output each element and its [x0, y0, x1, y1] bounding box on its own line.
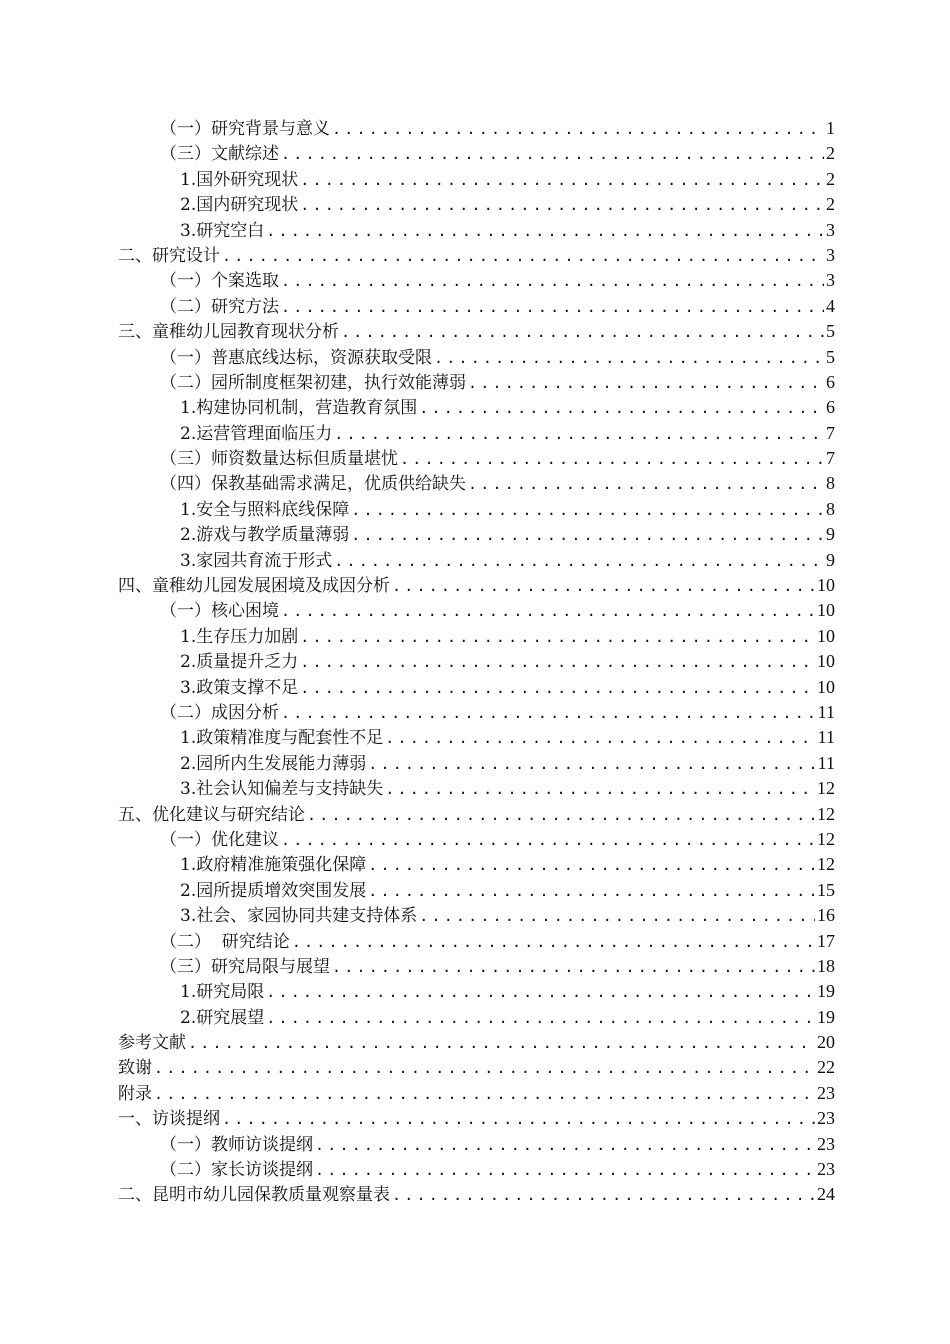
toc-entry[interactable]: [118, 345, 835, 370]
toc-entry-title: 1.安全与照料底线保障: [180, 499, 350, 520]
toc-entry[interactable]: [118, 471, 835, 496]
toc-entry[interactable]: [118, 1081, 835, 1106]
toc-page-number: 22: [817, 1057, 835, 1078]
toc-page-number: 11: [817, 701, 835, 722]
toc-entry-title: （三）师资数量达标但质量堪忧: [160, 449, 398, 470]
toc-page-number: 10: [817, 676, 835, 697]
toc-entry[interactable]: [118, 827, 835, 852]
toc-entry[interactable]: [118, 522, 835, 547]
toc-entry[interactable]: [118, 725, 835, 750]
toc-entry-title: （二） 研究结论: [160, 931, 290, 952]
toc-leader-dots: [281, 599, 815, 624]
toc-entry-title: （二）园所制度框架初建，执行效能薄弱: [160, 372, 466, 393]
toc-leader-dots: [154, 1082, 815, 1107]
toc-page-number: 19: [817, 981, 835, 1002]
toc-entry[interactable]: [118, 979, 835, 1004]
toc-leader-dots: [266, 219, 824, 244]
toc-entry[interactable]: [118, 852, 835, 877]
toc-entry-title: 1.政府精准施策强化保障: [180, 855, 367, 876]
toc-entry-title: 附录: [118, 1083, 152, 1104]
toc-entry-title: （三）文献综述: [160, 144, 279, 165]
toc-entry-title: 3.政策支撑不足: [180, 677, 299, 698]
toc-entry-title: 参考文献: [118, 1033, 186, 1054]
toc-page-number: 12: [817, 778, 835, 799]
toc-entry-title: 二、研究设计: [118, 245, 220, 266]
toc-page-number: 10: [817, 575, 835, 596]
toc-page-number: 5: [826, 321, 835, 342]
toc-leader-dots: [315, 1133, 815, 1158]
toc-leader-dots: [281, 828, 815, 853]
toc-leader-dots: [300, 676, 815, 701]
toc-page-number: 17: [817, 930, 835, 951]
toc-entry[interactable]: [118, 192, 835, 217]
toc-entry[interactable]: [118, 1030, 835, 1055]
toc-entry-title: （三）研究局限与展望: [160, 956, 330, 977]
toc-entry[interactable]: [118, 268, 835, 293]
toc-entry[interactable]: [118, 598, 835, 623]
toc-page-number: 20: [817, 1032, 835, 1053]
toc-leader-dots: [222, 1107, 815, 1132]
toc-entry[interactable]: [118, 649, 835, 674]
toc-page-number: 12: [817, 828, 835, 849]
toc-entry-title: 三、童稚幼儿园教育现状分析: [118, 322, 339, 343]
table-of-contents: [118, 116, 835, 1208]
toc-page-number: 9: [826, 549, 835, 570]
toc-leader-dots: [434, 346, 824, 371]
toc-page-number: 3: [826, 244, 835, 265]
toc-entry[interactable]: [118, 802, 835, 827]
toc-entry[interactable]: [118, 319, 835, 344]
toc-entry[interactable]: [118, 776, 835, 801]
toc-entry-title: 1.构建协同机制，营造教育氛围: [180, 398, 418, 419]
toc-entry-title: （一）个案选取: [160, 271, 279, 292]
toc-entry-title: （一）核心困境: [160, 601, 279, 622]
toc-leader-dots: [222, 244, 824, 269]
toc-leader-dots: [385, 726, 815, 751]
toc-page-number: 23: [817, 1108, 835, 1129]
toc-entry[interactable]: [118, 294, 835, 319]
toc-page-number: 4: [826, 295, 835, 316]
toc-page-number: 16: [817, 905, 835, 926]
toc-entry[interactable]: [118, 497, 835, 522]
toc-page-number: 23: [817, 1159, 835, 1180]
toc-entry[interactable]: [118, 929, 835, 954]
toc-page-number: 1: [826, 118, 835, 138]
toc-entry-title: 1.研究局限: [180, 982, 265, 1003]
toc-entry-title: （一）普惠底线达标，资源获取受限: [160, 347, 432, 368]
toc-entry-title: 3.社会、家园协同共建支持体系: [180, 906, 418, 927]
toc-entry[interactable]: [118, 446, 835, 471]
toc-entry-title: （二）成因分析: [160, 702, 279, 723]
toc-entry-title: 3.家园共育流于形式: [180, 550, 333, 571]
toc-page-number: 15: [817, 879, 835, 900]
toc-page-number: 5: [826, 346, 835, 367]
toc-leader-dots: [400, 447, 824, 472]
toc-entry[interactable]: [118, 1132, 835, 1157]
toc-page-number: 6: [826, 371, 835, 392]
toc-entry-title: 1.生存压力加剧: [180, 626, 299, 647]
toc-page-number: 2: [826, 168, 835, 189]
toc-leader-dots: [468, 472, 824, 497]
toc-entry[interactable]: [118, 751, 835, 776]
toc-page-number: 8: [826, 473, 835, 494]
toc-entry-title: （四）保教基础需求满足，优质供给缺失: [160, 474, 466, 495]
toc-entry[interactable]: [118, 141, 835, 166]
toc-entry-title: （一）优化建议: [160, 829, 279, 850]
toc-entry[interactable]: [118, 116, 835, 141]
toc-leader-dots: [334, 422, 824, 447]
toc-leader-dots: [188, 1031, 815, 1056]
toc-page-number: 24: [817, 1184, 835, 1205]
toc-entry-title: 2.园所提质增效突围发展: [180, 880, 367, 901]
toc-leader-dots: [281, 269, 824, 294]
toc-page-number: 3: [826, 270, 835, 291]
toc-leader-dots: [266, 1006, 815, 1031]
toc-page-number: 8: [826, 498, 835, 519]
toc-entry[interactable]: [118, 1005, 835, 1030]
toc-entry[interactable]: [118, 1182, 835, 1207]
toc-entry[interactable]: [118, 903, 835, 928]
toc-page-number: 10: [817, 600, 835, 621]
toc-entry[interactable]: [118, 370, 835, 395]
toc-leader-dots: [392, 574, 815, 599]
toc-leader-dots: [368, 853, 815, 878]
toc-leader-dots: [307, 803, 815, 828]
toc-entry-title: 一、访谈提纲: [118, 1109, 220, 1130]
toc-leader-dots: [341, 320, 824, 345]
toc-entry[interactable]: [118, 243, 835, 268]
toc-leader-dots: [154, 1056, 815, 1081]
toc-leader-dots: [332, 117, 824, 142]
toc-entry-title: 1.国外研究现状: [180, 169, 299, 190]
toc-leader-dots: [351, 523, 824, 548]
toc-leader-dots: [266, 980, 815, 1005]
toc-page-number: 7: [826, 422, 835, 443]
toc-leader-dots: [419, 396, 824, 421]
toc-leader-dots: [281, 295, 824, 320]
toc-entry[interactable]: [118, 675, 835, 700]
toc-leader-dots: [468, 371, 824, 396]
toc-entry-title: 2.国内研究现状: [180, 195, 299, 216]
toc-entry-title: （一）研究背景与意义: [160, 119, 330, 139]
toc-page-number: 11: [817, 727, 835, 748]
toc-leader-dots: [300, 650, 815, 675]
toc-entry[interactable]: [118, 700, 835, 725]
toc-leader-dots: [315, 1158, 815, 1183]
toc-leader-dots: [368, 879, 815, 904]
toc-page-number: 10: [817, 625, 835, 646]
toc-entry-title: 二、昆明市幼儿园保教质量观察量表: [118, 1185, 390, 1206]
toc-page-number: 7: [826, 448, 835, 469]
toc-leader-dots: [351, 498, 824, 523]
toc-leader-dots: [300, 625, 815, 650]
toc-entry[interactable]: [118, 167, 835, 192]
toc-page-number: 3: [826, 219, 835, 240]
toc-entry[interactable]: [118, 954, 835, 979]
toc-entry-title: 五、优化建议与研究结论: [118, 804, 305, 825]
toc-leader-dots: [300, 193, 824, 218]
toc-leader-dots: [334, 549, 824, 574]
toc-entry-title: 2.运营管理面临压力: [180, 423, 333, 444]
toc-leader-dots: [281, 701, 816, 726]
toc-entry[interactable]: [118, 1106, 835, 1131]
toc-page-number: 18: [817, 955, 835, 976]
toc-entry-title: （二）研究方法: [160, 296, 279, 317]
toc-page-number: 12: [817, 854, 835, 875]
toc-entry[interactable]: [118, 548, 835, 573]
toc-leader-dots: [300, 168, 824, 193]
toc-entry-title: 四、童稚幼儿园发展困境及成因分析: [118, 576, 390, 597]
toc-entry[interactable]: [118, 395, 835, 420]
toc-entry[interactable]: [118, 1157, 835, 1182]
toc-leader-dots: [281, 142, 824, 167]
toc-page-number: 2: [826, 143, 835, 164]
toc-entry-title: 1.政策精准度与配套性不足: [180, 728, 384, 749]
toc-entry[interactable]: [118, 218, 835, 243]
toc-page-number: 23: [817, 1133, 835, 1154]
toc-page-number: 23: [817, 1082, 835, 1103]
toc-entry-title: （二）家长访谈提纲: [160, 1160, 313, 1181]
toc-entry-title: 3.研究空白: [180, 220, 265, 241]
toc-page-number: 9: [826, 524, 835, 545]
toc-entry[interactable]: [118, 878, 835, 903]
toc-page-number: 19: [817, 1006, 835, 1027]
toc-page-number: 10: [817, 651, 835, 672]
toc-entry[interactable]: [118, 573, 835, 598]
toc-entry-title: 2.研究展望: [180, 1007, 265, 1028]
toc-page-number: 6: [826, 397, 835, 418]
toc-entry[interactable]: [118, 421, 835, 446]
toc-entry[interactable]: [118, 1055, 835, 1080]
toc-leader-dots: [368, 752, 815, 777]
toc-entry-title: 2.游戏与教学质量薄弱: [180, 525, 350, 546]
toc-page-number: 11: [817, 752, 835, 773]
toc-entry-title: （一）教师访谈提纲: [160, 1134, 313, 1155]
toc-entry-title: 3.社会认知偏差与支持缺失: [180, 779, 384, 800]
toc-page-number: 12: [817, 803, 835, 824]
toc-entry[interactable]: [118, 624, 835, 649]
toc-leader-dots: [332, 955, 815, 980]
toc-leader-dots: [419, 904, 815, 929]
toc-entry-title: 致谢: [118, 1058, 152, 1079]
toc-leader-dots: [385, 777, 815, 802]
toc-page-number: 2: [826, 194, 835, 215]
toc-entry-title: 2.园所内生发展能力薄弱: [180, 753, 367, 774]
toc-leader-dots: [392, 1183, 815, 1208]
toc-entry-title: 2.质量提升乏力: [180, 652, 299, 673]
toc-leader-dots: [292, 930, 815, 955]
